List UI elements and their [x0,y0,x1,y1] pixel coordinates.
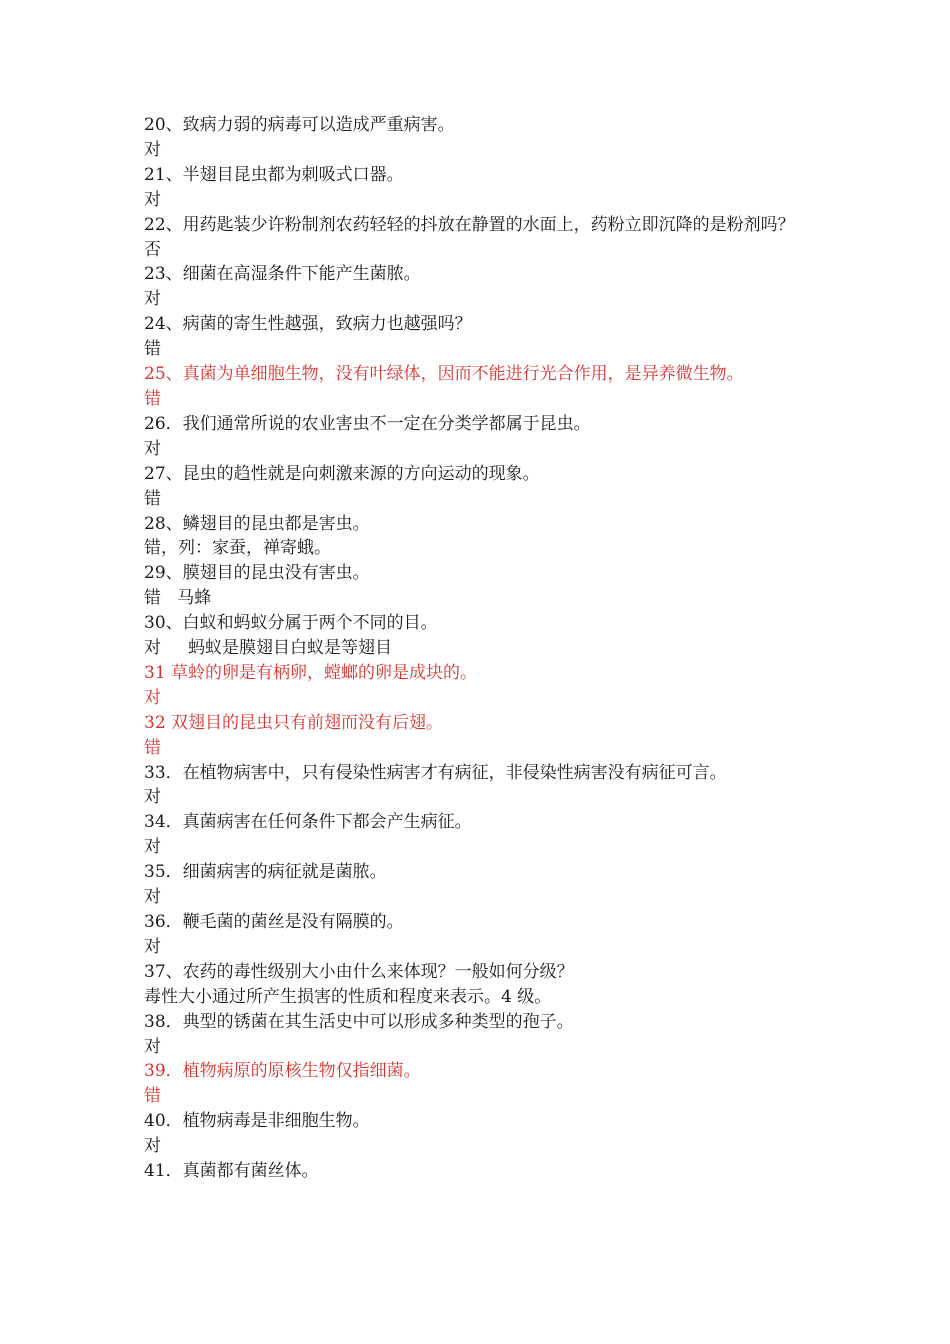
text-line: 22、用药匙装少许粉制剂农药轻轻的抖放在静置的水面上，药粉立即沉降的是粉剂吗？ [144,214,795,235]
text-line: 错 [144,339,161,360]
text-line: 对 [144,887,161,908]
text-line: 24、病菌的寄生性越强，致病力也越强吗？ [144,314,472,335]
text-line: 对 [144,787,161,808]
text-line: 27、昆虫的趋性就是向刺激来源的方向运动的现象。 [144,463,540,484]
text-line: 36．鞭毛菌的菌丝是没有隔膜的。 [144,912,404,932]
text-line: 对 [144,139,161,160]
text-line: 对 [144,1036,161,1057]
text-line: 错 [144,488,161,509]
text-line: 31 草蛉的卵是有柄卵，螳螂的卵是成块的。 [144,662,478,683]
text-line: 41．真菌都有菌丝体。 [144,1161,319,1182]
text-line: 38．典型的锈菌在其生活史中可以形成多种类型的孢子。 [144,1011,574,1032]
text-line: 对 [144,438,161,459]
text-line: 对 [144,936,161,957]
text-line: 23、细菌在高湿条件下能产生菌脓。 [144,264,421,285]
text-line: 26．我们通常所说的农业害虫不一定在分类学都属于昆虫。 [144,413,591,434]
text-line: 对 [144,289,161,310]
text-line: 39．植物病原的原核生物仅指细菌。 [144,1061,421,1082]
text-line: 对 蚂蚁是膜翅目白蚁是等翅目 [144,638,393,659]
text-line: 毒性大小通过所产生损害的性质和程度来表示。4 级。 [144,986,552,1007]
text-line: 29、膜翅目的昆虫没有害虫。 [144,563,370,584]
text-line: 20、致病力弱的病毒可以造成严重病害。 [144,115,455,135]
text-line: 34．真菌病害在任何条件下都会产生病征。 [144,812,472,833]
text-line: 对 [144,1136,161,1157]
text-line: 37、农药的毒性级别大小由什么来体现？一般如何分级？ [144,961,574,982]
text-line: 否 [144,239,161,260]
text-line: 错 [144,737,161,758]
text-line: 21、半翅目昆虫都为刺吸式口器。 [144,164,404,185]
text-line: 35．细菌病害的病征就是菌脓。 [144,862,387,883]
text-line: 25、真菌为单细胞生物，没有叶绿体，因而不能进行光合作用，是异养微生物。 [144,364,744,385]
text-line: 对 [144,687,161,708]
text-line: 40．植物病毒是非细胞生物。 [144,1111,370,1132]
text-line: 错 马蜂 [144,588,212,609]
text-line: 30、白蚁和蚂蚁分属于两个不同的目。 [144,613,438,634]
question-list [144,113,814,1184]
text-line: 对 [144,189,161,210]
text-line: 错 [144,1086,161,1107]
text-line: 错 [144,388,161,409]
text-line: 28、鳞翅目的昆虫都是害虫。 [144,513,370,534]
text-line: 对 [144,837,161,858]
text-line: 33．在植物病害中，只有侵染性病害才有病征，非侵染性病害没有病征可言。 [144,762,727,783]
text-line: 错，列：家蚕，禅寄蛾。 [144,538,331,559]
text-line: 32 双翅目的昆虫只有前翅而没有后翅。 [144,712,444,733]
